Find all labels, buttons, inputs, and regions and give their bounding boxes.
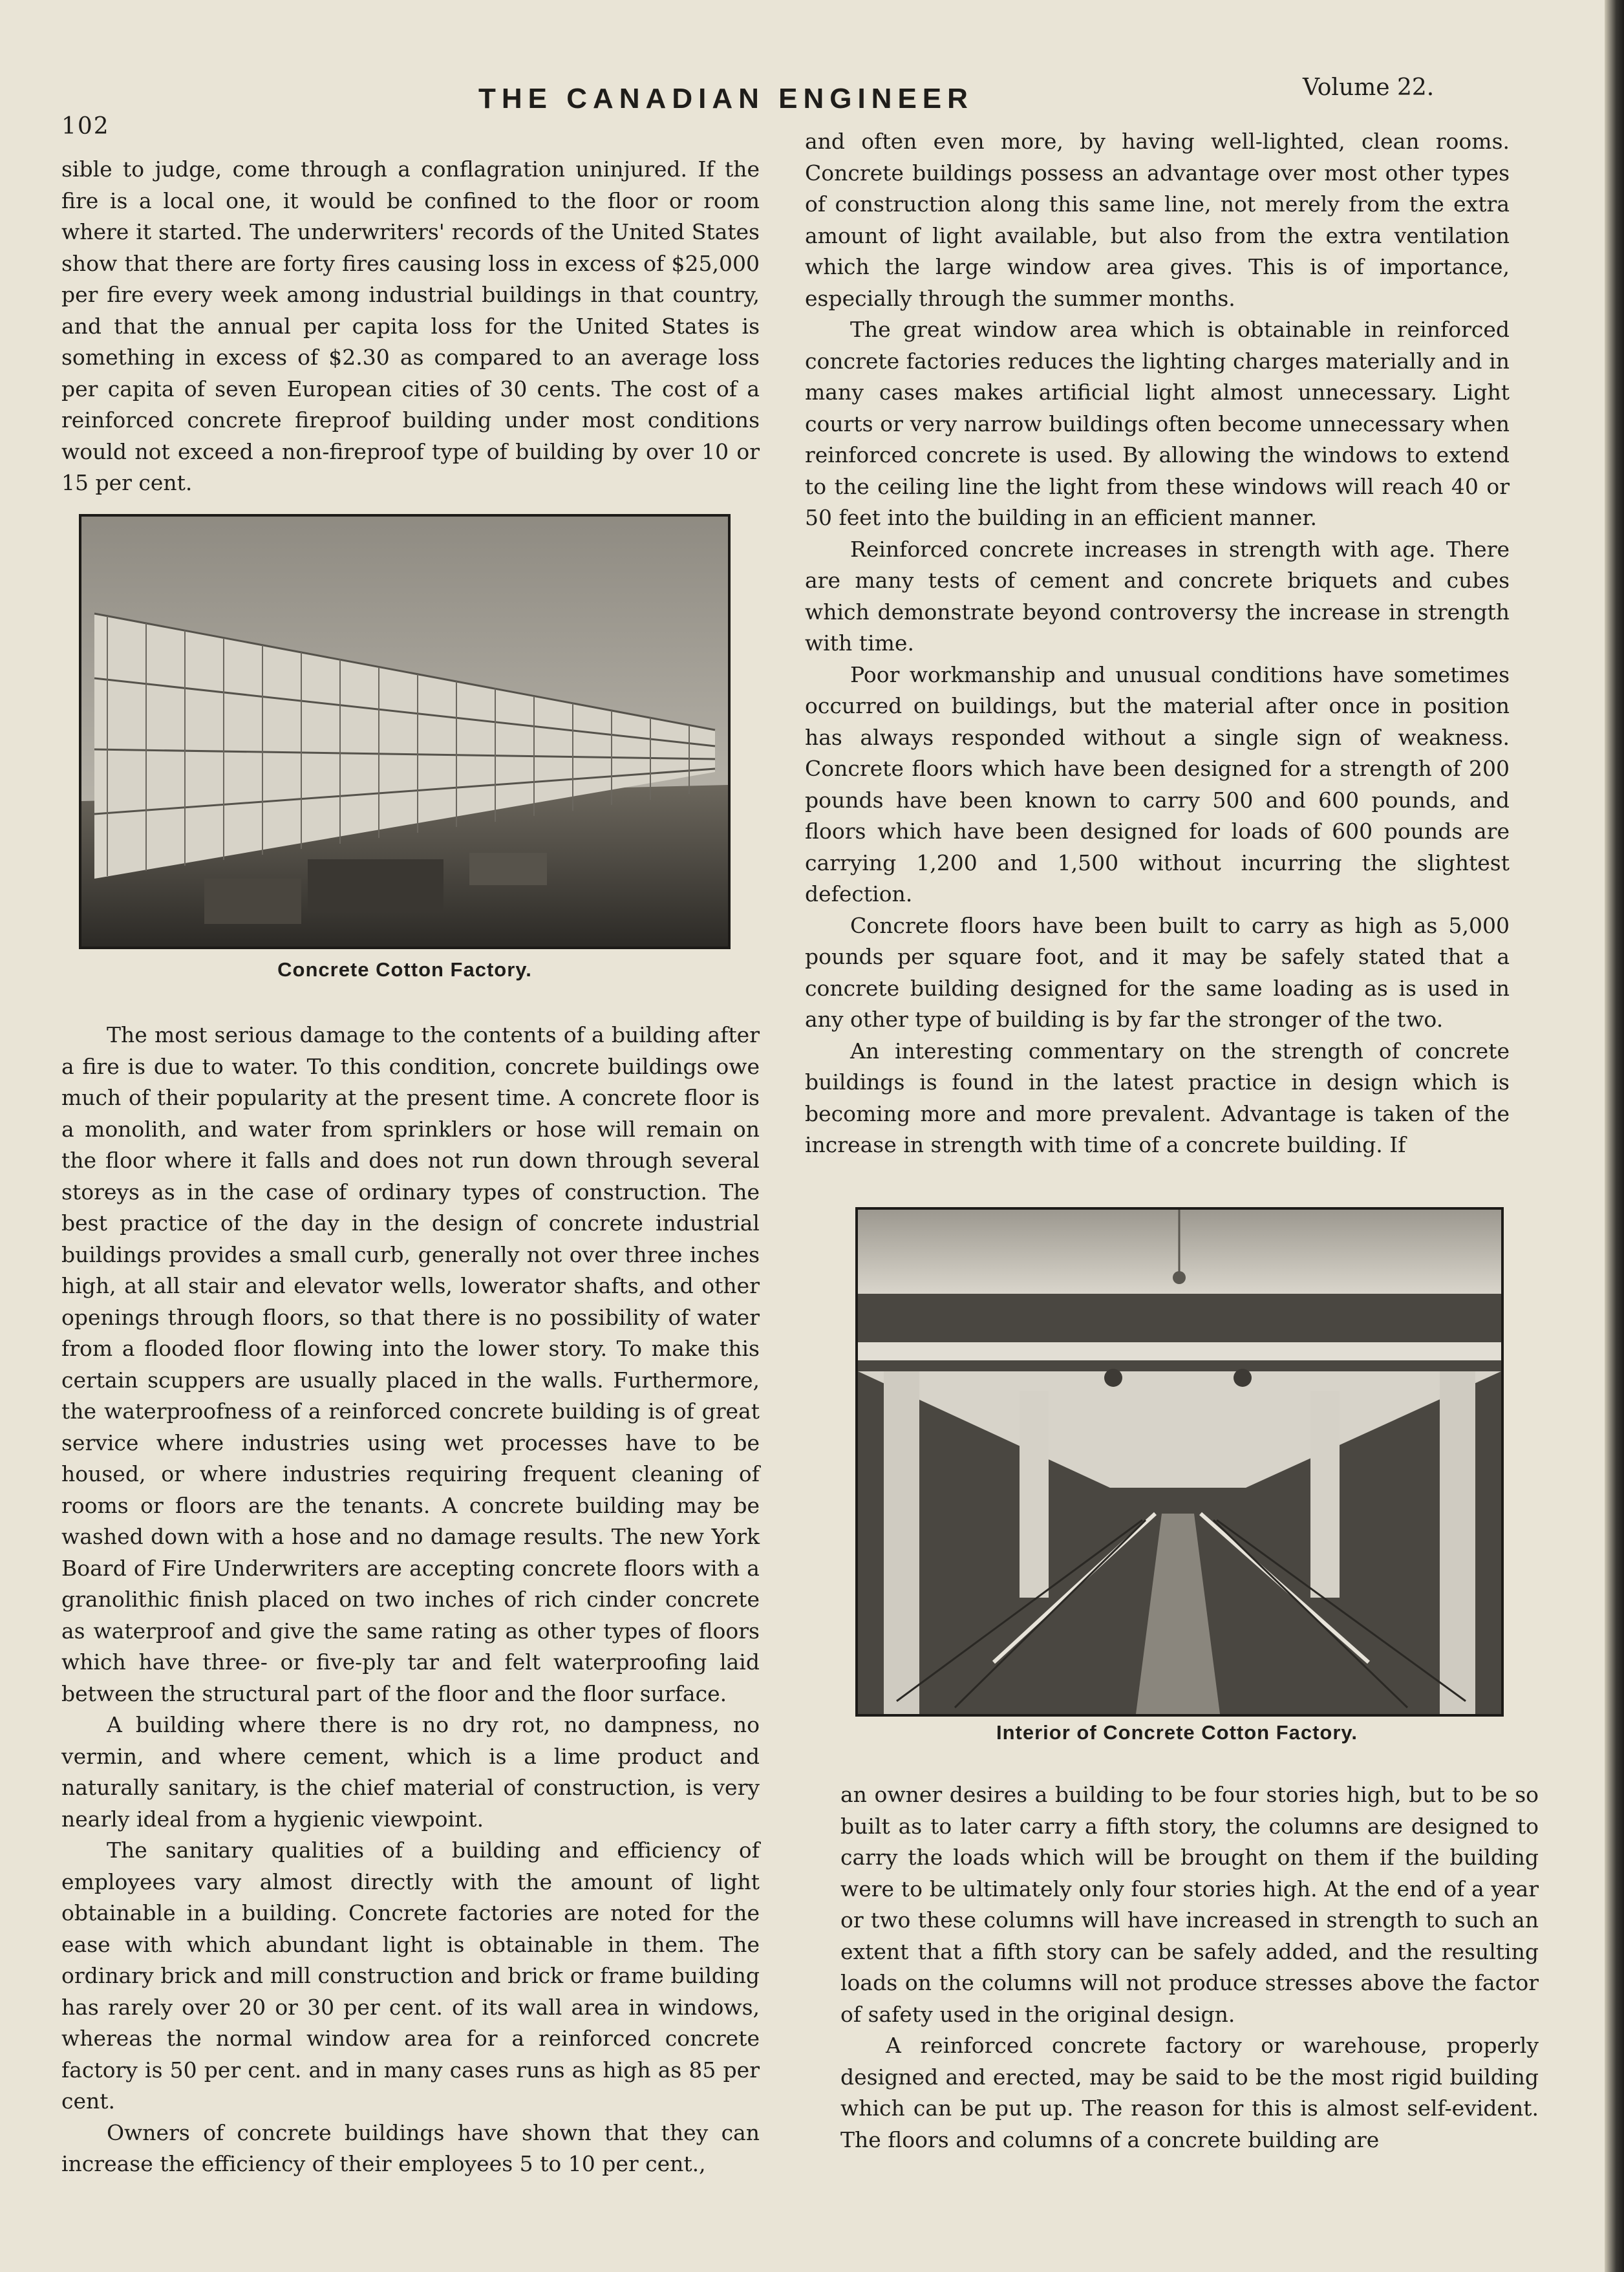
left-column-bottom: [61, 1020, 760, 2180]
paragraph: Reinforced concrete increases in strength with age. There are many tests of cement and concrete briquets and cubes which demonstrate beyond controversy the increase in strength with time.: [805, 536, 1510, 656]
figure-caption: Interior of Concrete Cotton Factory.: [996, 1721, 1358, 1744]
page-number: 102: [61, 113, 110, 140]
paragraph: and often even more, by having well-lighted, clean rooms. Concrete buildings possess an advantage over most other types of construction along this same line, not merely from the extra amount of light available, but also from the extra ventilation which the large window area gives. This is of importance, especially through the summer months.: [805, 129, 1510, 311]
figure-caption: Concrete Cotton Factory.: [277, 958, 532, 981]
journal-title: THE CANADIAN ENGINEER: [478, 83, 974, 114]
photo-concrete-cotton-factory: [79, 514, 731, 949]
paragraph: Owners of concrete buildings have shown that they can increase the efficiency of their employees 5 to 10 per cent.,: [61, 2119, 760, 2176]
right-column-top: [805, 126, 1510, 1161]
photo-interior-concrete-cotton-factory: [855, 1207, 1504, 1717]
paragraph: Poor workmanship and unusual conditions have sometimes occurred on buildings, but the material after once in position has always responded without a single sign of weakness. Concrete floors which have been designed for a strength of 200 pounds have been known to carry 500 and 600 pounds, and floors which have been designed for loads of 600 pounds are carrying 1,200 and 1,500 without incurring the slightest defection.: [805, 661, 1510, 906]
paragraph: A building where there is no dry rot, no dampness, no vermin, and where cement, which is a lime product and naturally sanitary, is the chief material of construction, is very nearly ideal from a hygienic viewpoint.: [61, 1712, 760, 1832]
paragraph: The sanitary qualities of a building and efficiency of employees vary almost directly with the amount of light obtainable in a building. Concrete factories are noted for the ease with which abundant light is obtainable in them. The ordinary brick and mill construction and brick or frame building has rarely over 20 or 30 per cent. of its wall area in windows, whereas the normal window area for a reinforced concrete factory is 50 per cent. and in many cases runs as high as 85 per cent.: [61, 1838, 760, 2114]
factory-interior-image: [858, 1210, 1501, 1714]
paragraph: A reinforced concrete factory or warehouse, properly designed and erected, may be said to be the most rigid building which can be put up. The reason for this is almost self-evident. The floors and columns of a concrete building are: [840, 2033, 1539, 2152]
page-binding-edge: [1605, 0, 1624, 2272]
paragraph: The most serious damage to the contents of a building after a fire is due to water. To this condition, concrete buildings owe much of their popularity at the present time. A concrete floor is a monolith, and water from sprinklers or hose will remain on the floor where it falls and does not run down through several storeys as in the case of ordinary types of construction. The best practice of the day in the design of concrete industrial buildings provides a small curb, generally not over three inches high, at all stair and elevator wells, lowerator shafts, and other openings through floors, so that there is no possibility of water from a flooded floor flowing into the lower story. To make this certain scuppers are usually placed in the walls. Furthermore, the waterproofness of a reinforced concrete building is of great service where industries using wet processes have to be housed, or where industries requiring frequent cleaning of rooms or floors are the tenants. A concrete building may be washed down with a hose and no damage results. The new York Board of Fire Underwriters are accepting concrete floors with a granolithic finish placed on two inches of rich cinder concrete as waterproof and give the same rating as other types of floors which have three- or five-ply tar and felt waterproofing laid between the structural part of the floor and the floor surface.: [61, 1022, 760, 1706]
paragraph: The great window area which is obtainable in reinforced concrete factories reduces the lighting charges materially and in many cases makes artificial light almost unnecessary. Light courts or very narrow buildings often become unnecessary when reinforced concrete is used. By allowing the windows to extend to the ceiling line the light from these windows will reach 40 or 50 feet into the building in an efficient manner.: [805, 317, 1510, 530]
paragraph: an owner desires a building to be four stories high, but to be so built as to later carry a fifth story, the columns are designed to carry the loads which will be brought on them if the building were to be ultimately only four stories high. At the end of a year or two these columns will have increased in strength to such an extent that a fifth story can be safely added, and the resulting loads on the columns will not produce stresses above the factor of safety used in the original design.: [840, 1782, 1539, 2027]
paragraph: An interesting commentary on the strength of concrete buildings is found in the latest practice in design which is becoming more and more prevalent. Advantage is taken of the increase in strength with time of a concrete building. If: [805, 1038, 1510, 1157]
right-column-bottom: [840, 1779, 1539, 2156]
factory-exterior-image: [81, 517, 728, 947]
paragraph: Concrete floors have been built to carry as high as 5,000 pounds per square foot, and it may be safely stated that a concrete building designed for the same loading as is used in any other type of building is by far the stronger of the two.: [805, 912, 1510, 1032]
volume-label: Volume 22.: [1303, 74, 1435, 101]
paragraph: sible to judge, come through a conflagration uninjured. If the fire is a local one, it would be confined to the floor or room where it started. The underwriters' records of the United States show that there are forty fires causing loss in excess of $25,000 per fire every week among industrial buildings in that country, and that the annual per capita loss for the United States is something in excess of $2.30 as compared to an average loss per capita of seven European cities of 30 cents. The cost of a reinforced concrete fireproof building under most conditions would not exceed a non-fireproof type of building by over 10 or 15 per cent.: [61, 156, 760, 495]
left-column-top: [61, 154, 760, 499]
